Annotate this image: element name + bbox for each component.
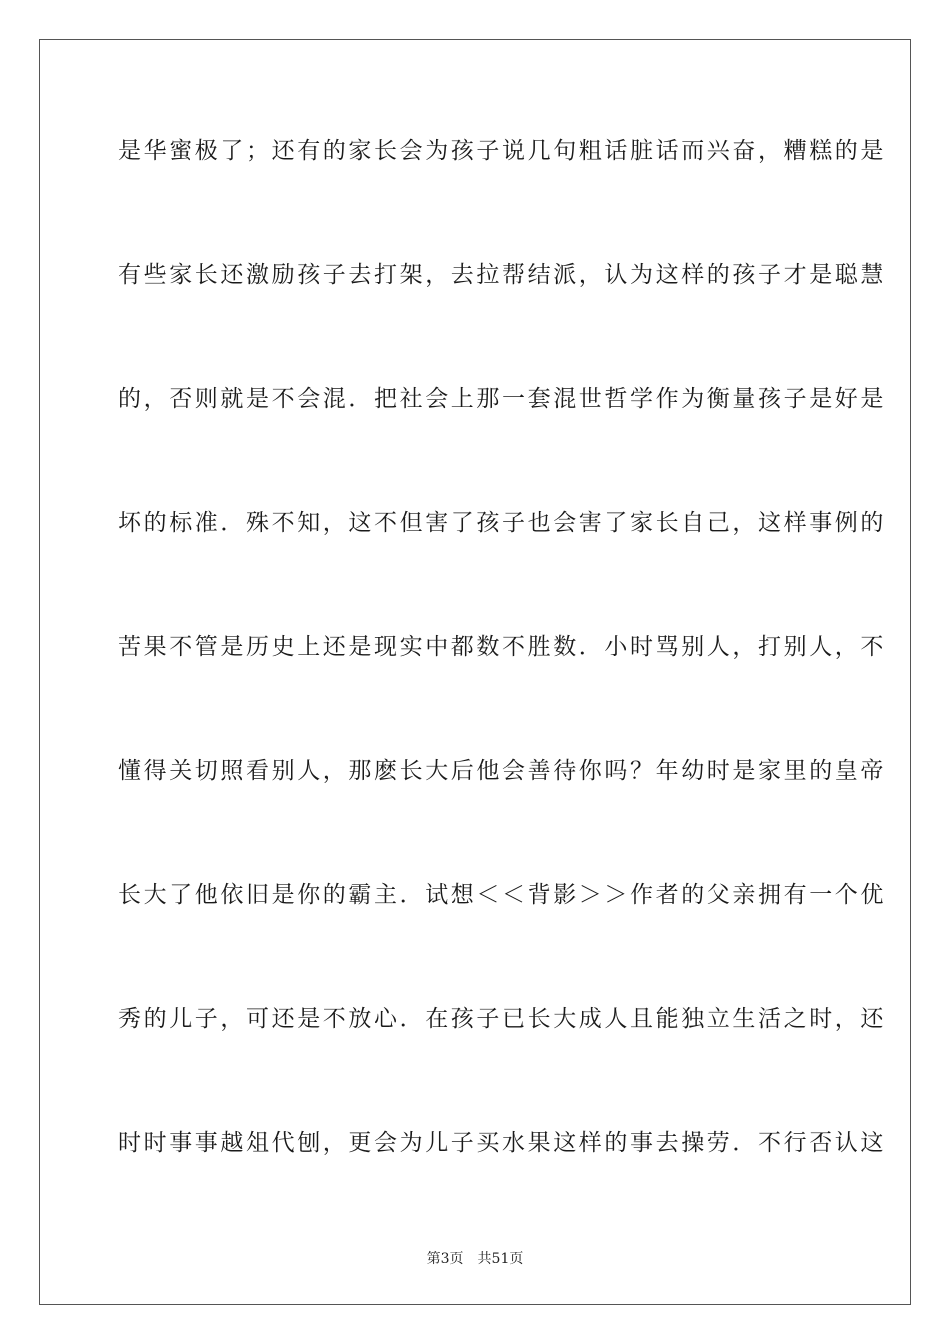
text-line-1: 是华蜜极了；还有的家长会为孩子说几句粗话脏话而兴奋，糟糕的是 bbox=[118, 138, 886, 164]
text-line-2: 有些家长还激励孩子去打架，去拉帮结派，认为这样的孩子才是聪慧 bbox=[118, 262, 886, 288]
text-line-4: 坏的标准．殊不知，这不但害了孩子也会害了家长自己，这样事例的 bbox=[118, 510, 886, 536]
text-line-9: 时时事事越俎代刨，更会为儿子买水果这样的事去操劳．不行否认这 bbox=[118, 1130, 886, 1156]
text-line-7: 长大了他依旧是你的霸主．试想＜＜背影＞＞作者的父亲拥有一个优 bbox=[118, 882, 886, 908]
document-body bbox=[118, 128, 886, 1244]
text-line-3: 的，否则就是不会混．把社会上那一套混世哲学作为衡量孩子是好是 bbox=[118, 386, 886, 412]
current-page-number: 第3页 bbox=[426, 1251, 464, 1267]
total-page-count: 共51页 bbox=[477, 1251, 524, 1267]
text-line-8: 秀的儿子，可还是不放心．在孩子已长大成人且能独立生活之时，还 bbox=[118, 1006, 886, 1032]
text-line-6: 懂得关切照看别人，那麽长大后他会善待你吗？年幼时是家里的皇帝 bbox=[118, 758, 886, 784]
text-line-5: 苦果不管是历史上还是现实中都数不胜数．小时骂别人，打别人，不 bbox=[118, 634, 886, 660]
page-footer bbox=[0, 1248, 950, 1268]
